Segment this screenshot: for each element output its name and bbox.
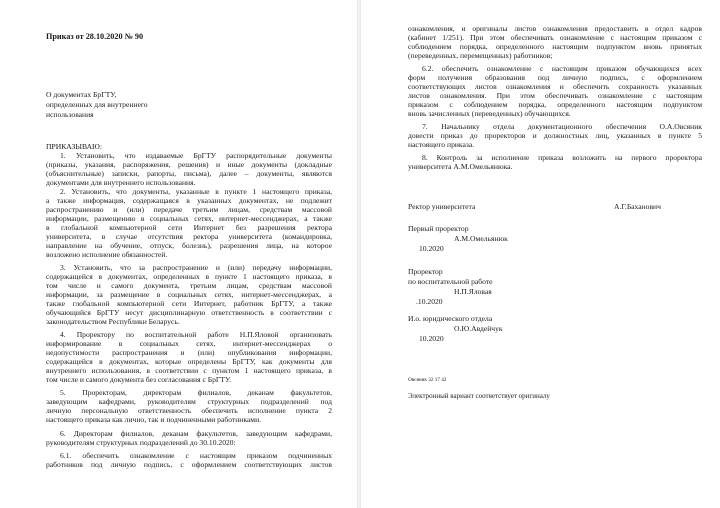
- approval-date: .10.2020: [416, 297, 443, 306]
- body-line: приказом с соблюдением порядка, определенного настоящим подпунктом: [408, 100, 702, 109]
- approval-title: Проректор: [408, 267, 443, 276]
- body-line: соблюдением порядка, определенного настоящим подпунктом вновь принятых: [408, 42, 702, 51]
- rector-name: А.Г.Баханович: [614, 202, 661, 211]
- body-line: 2. Установить, что документы, указанные в пункте 1 настоящего приказа,: [60, 187, 332, 196]
- body-line: информирование в социальных сетях, интернет-мессенджерах о: [46, 339, 332, 348]
- body-line: листов ознакомления. При этом обеспечивать ознакомление с настоящим: [408, 91, 702, 100]
- body-line: а также информация, содержащаяся в указанных документах, не подлежит: [46, 196, 332, 205]
- body-line: 7. Начальнику отдела документационного обеспечения О.А.Овсяник: [422, 122, 702, 131]
- body-line: 4. Проректору по воспитательной работе Н.П.Яловой организовать: [60, 330, 332, 339]
- body-line: недопустимости распространения и (или) опубликования информации,: [46, 348, 332, 357]
- body-line: (приказы, указания, распоряжения, решения) и иные документы (докладные: [46, 160, 332, 169]
- rector-title: Ректор университета: [408, 202, 476, 211]
- subject-line-2: определенных для внутреннего: [46, 100, 148, 109]
- body-line: в глобальной компьютерной сети Интернет без разрешения ректора: [46, 223, 332, 232]
- body-line: внутреннего использования, в соответствии с пунктом 1 настоящего приказа, в: [46, 366, 332, 375]
- body-line: вновь зачисленных (переведенных) обучающихся.: [408, 109, 571, 118]
- body-line: также глобальной компьютерной сети Интернет, работник БрГТУ, а также: [46, 299, 332, 308]
- approval-title: И.о. юридического отдела: [408, 314, 493, 323]
- approval-name: О.Ю.Авдейчук: [454, 324, 503, 333]
- body-line: (кабинет 1/251). При этом обеспечивать ознакомление с настоящим приказом с: [408, 33, 702, 42]
- body-line: 6. Директорам филиалов, деканам факультетов, заведующим кафедрами,: [60, 429, 332, 438]
- body-line: содержащейся в документах, которые определены БрГТУ, как документы для: [46, 357, 332, 366]
- body-line: распространению и (или) передаче третьим лицам, средствам массовой: [46, 205, 332, 214]
- body-line: законодательством Республики Беларусь.: [46, 317, 180, 326]
- order-heading: ПРИКАЗЫВАЮ:: [46, 142, 102, 151]
- body-line: университета А.М.Омельянюка.: [408, 162, 513, 171]
- body-line: заведующим кафедрами, руководителям структурных подразделений под: [46, 397, 332, 406]
- body-line: руководителям структурных подразделений до 30.10.2020:: [46, 438, 236, 447]
- body-line: 1. Установить, что издаваемые БрГТУ распорядительные документы: [60, 151, 332, 160]
- body-line: содержащейся в документах, определенных в пункте 1 настоящего приказа, в: [46, 272, 332, 281]
- body-line: университета, в случае отсутствия ректора университета (командировка,: [46, 232, 332, 241]
- approval-date: 10.2020: [419, 334, 444, 343]
- body-line: работников под личную подпись, с оформлением соответствующих листов: [46, 460, 332, 469]
- body-line: соответствующих листов ознакомления и обеспечить сохранность указанных: [408, 82, 702, 91]
- page-right: [362, 0, 720, 508]
- approval-name: А.М.Омельянюк: [454, 234, 508, 243]
- approval-title: Первый проректор: [408, 224, 469, 233]
- body-line: 6.2. обеспечить ознакомление с настоящим приказом обучающихся всех: [422, 64, 702, 73]
- subject-line-3: использования: [46, 110, 94, 119]
- body-line: информации, за размещение в социальных сетях, интернет-мессенджерах, а: [46, 290, 332, 299]
- body-line: 8. Контроль за исполнение приказа возложить на первого проректора: [422, 153, 702, 162]
- page-left: [0, 0, 356, 508]
- body-line: настоящего приказа.: [408, 140, 475, 149]
- body-line: документами для внутреннего использования.: [46, 178, 196, 187]
- body-line: (переведенных, перемещенных) работников;: [408, 51, 553, 60]
- body-line: 3. Установить, что за распространение и (или) передачу информации,: [60, 263, 332, 272]
- order-title: Приказ от 28.10.2020 № 90: [46, 32, 144, 41]
- body-line: 6.1. обеспечить ознакомление с настоящим приказом подчиненных: [60, 451, 332, 460]
- subject-line-1: О документах БрГТУ,: [46, 90, 117, 99]
- body-line: информации, размещению в социальных сетях, интернет-мессенджерах, а также: [46, 214, 332, 223]
- page-gutter: [357, 0, 361, 508]
- body-line: обучающийся БрГТУ несут дисциплинарную ответственность в соответствии с: [46, 308, 332, 317]
- body-line: (объяснительные) записки, рапорты, письма), далее – документы, являются: [46, 169, 332, 178]
- approval-name: Н.П.Яловая: [454, 287, 492, 296]
- body-line: 5. Проректорам, директорам филиалов, деканам факультетов,: [60, 388, 332, 397]
- body-line: направление на обучение, отпуск, болезнь), разрешения лица, на которое: [46, 241, 332, 250]
- copy-note: Электронный вариант соответствует оригиналу: [408, 392, 550, 400]
- body-line: настоящего приказа как лично, так и подчиненными работниками.: [46, 415, 262, 424]
- body-line: том числе и самого документа, третьим лицам, средствам массовой: [46, 281, 332, 290]
- body-line: том числе и самого документа без согласования с БрГТУ.: [46, 375, 231, 384]
- executor-note: Овсяник 32 17 42: [408, 377, 447, 383]
- approval-title: по воспитательной работе: [408, 277, 493, 286]
- body-line: возложено исполнение обязанностей.: [46, 250, 168, 259]
- body-line: ознакомления, и оригиналы листов ознакомления предоставить в отдел кадров: [408, 24, 702, 33]
- body-line: форм получения образования под личную подпись, с оформлением: [408, 73, 702, 82]
- approval-date: 10.2020: [419, 244, 444, 253]
- body-line: довести приказ до проректоров и должностных лиц, указанных в пункте 5: [408, 131, 702, 140]
- body-line: личную персональную ответственность обеспечить исполнение пункта 2: [46, 406, 332, 415]
